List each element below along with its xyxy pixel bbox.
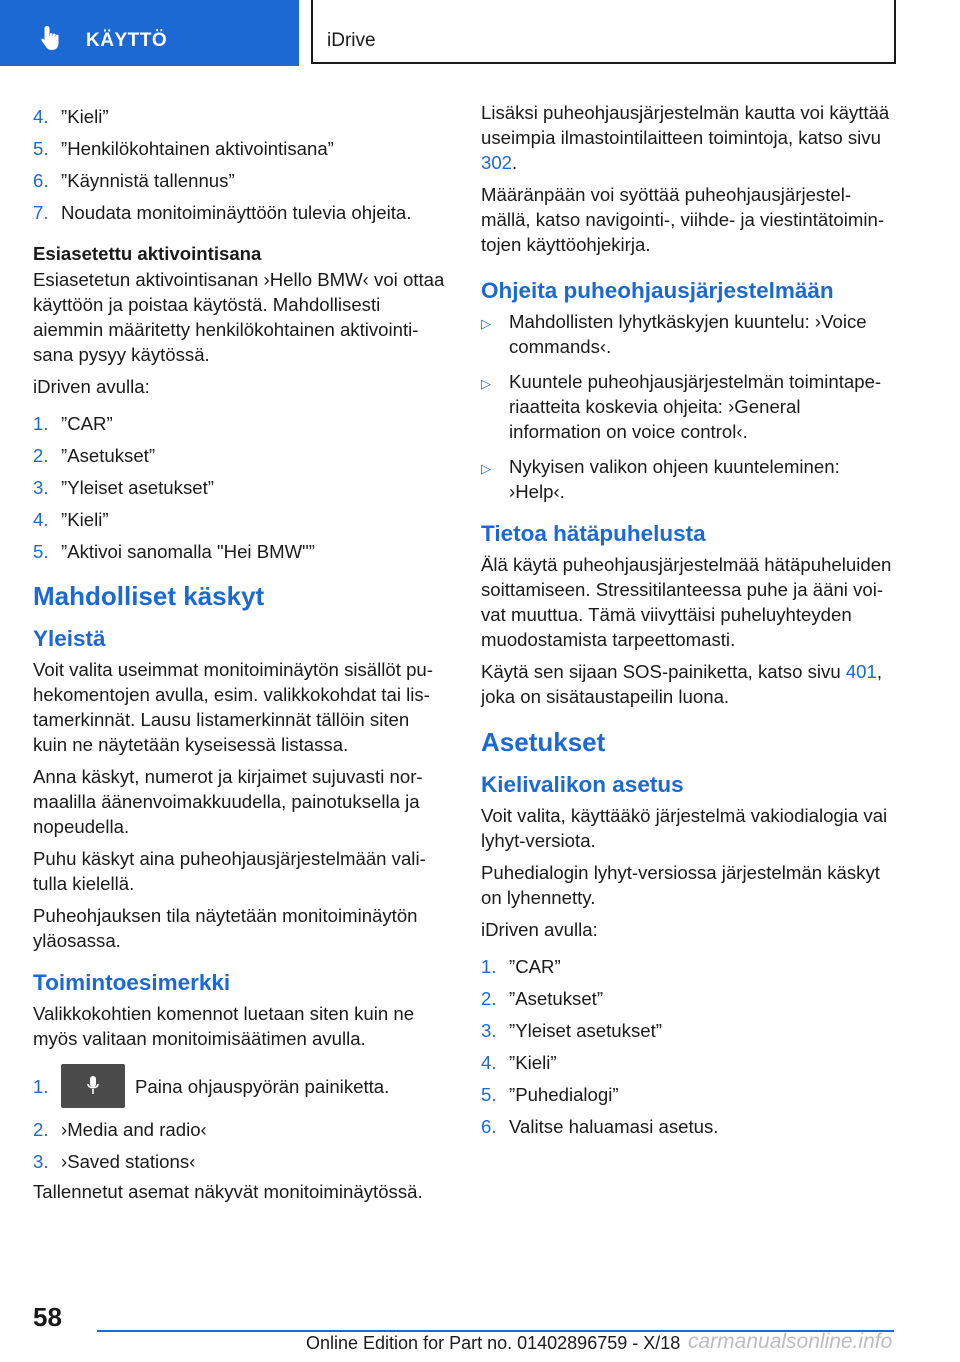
list-item: 6. ”Käynnistä tallennus” [33, 169, 235, 191]
microphone-icon [85, 1074, 101, 1098]
general-paragraph-2: Anna käskyt, numerot ja kirjaimet sujuvasti normaalilla äänenvoimakkuudella, painotuksella ja nopeudella. [33, 766, 423, 837]
heading-help: Ohjeita puheohjausjärjestelmään [481, 278, 834, 303]
triangle-right-icon: ▷ [481, 461, 491, 476]
list-item: 1. ”CAR” [481, 955, 561, 977]
heading-commands: Mahdolliset käskyt [33, 581, 265, 611]
steps-list-preset [33, 407, 445, 567]
emergency-paragraph-1: Älä käytä puheohjausjärjestelmää hätäpuheluiden soittamiseen. Stressitilanteessa puhe ja ääni voivat muuttua. Tämä viivyttäisi puheluyhteyden muodostamista tarpeettomasti. [481, 554, 892, 650]
chapter-title: iDrive [327, 30, 376, 51]
page-link-401[interactable]: 401 [845, 661, 877, 682]
list-item: 3. ”Yleiset asetukset” [33, 476, 214, 498]
list-item: 4. ”Kieli” [33, 105, 109, 127]
preset-heading: Esiasetettu aktivointisana [33, 243, 262, 264]
list-item: 2. ›Media and radio‹ [33, 1118, 207, 1140]
intro-paragraph-1: Lisäksi puheohjausjärjestelmän kautta voi käyttää useimpia ilmastointilaitteen toimintoja, katso sivu 302. [481, 102, 890, 173]
language-paragraph-2: Puhedialogin lyhyt-versiossa järjestelmän käskyt on lyhennetty. [481, 862, 880, 908]
heading-example: Toimintoesimerkki [33, 970, 231, 995]
list-item: 5. ”Aktivoi sanomalla "Hei BMW"” [33, 540, 315, 562]
list-item: 6. Valitse haluamasi asetus. [481, 1115, 719, 1137]
list-item: 4. ”Kieli” [481, 1051, 557, 1073]
right-column [481, 100, 893, 1148]
list-item: 5. ”Puhedialogi” [481, 1083, 619, 1105]
voice-button-image [61, 1064, 125, 1108]
heading-language-menu: Kielivalikon asetus [481, 772, 684, 797]
idrive-label: iDriven avulla: [481, 919, 598, 940]
edition-info: Online Edition for Part no. 01402896759 - X/18 [306, 1333, 681, 1353]
steps-list-dialog [481, 950, 893, 1142]
intro-paragraph-2: Määränpään voi syöttää puheohjausjärjestelmällä, katso navigointi-, viihde- ja viestintätoimintojen käyttöohjekirja. [481, 184, 885, 255]
list-item: ▷ Kuuntele puheohjausjärjestelmän toimintaperiaatteita koskevia ohjeita: ›General information on voice control‹. [481, 371, 882, 442]
watermark: carmanualsonline.info [688, 1330, 893, 1353]
left-column [33, 100, 445, 1211]
emergency-paragraph-2: Käytä sen sijaan SOS-painiketta, katso sivu 401, joka on sisätaustapeilin luona. [481, 661, 883, 707]
list-item: 2. ”Asetukset” [481, 987, 604, 1009]
list-item: 1. Paina ohjauspyörän painiketta. [33, 1059, 445, 1113]
list-item: 7. Noudata monitoiminäyttöön tulevia ohjeita. [33, 201, 412, 223]
hand-pointer-icon [38, 24, 68, 52]
list-item: 1. ”CAR” [33, 412, 113, 434]
general-paragraph-4: Puheohjauksen tila näytetään monitoiminäytön yläosassa. [33, 905, 418, 951]
list-item: 4. ”Kieli” [33, 508, 109, 530]
general-paragraph-3: Puhu käskyt aina puheohjausjärjestelmään valitulla kielellä. [33, 848, 426, 894]
triangle-right-icon: ▷ [481, 376, 491, 391]
triangle-right-icon: ▷ [481, 316, 491, 331]
list-item: ▷ Mahdollisten lyhytkäskyjen kuuntelu: ›Voice commands‹. [481, 311, 867, 357]
idrive-label: iDriven avulla: [33, 376, 150, 397]
preset-paragraph: Esiasetetun aktivointisanan ›Hello BMW‹ voi ottaa käyttöön ja poistaa käytöstä. Mahdollisesti aiemmin määritetty henkilökohtainen aktivointisana pysyy käytössä. [33, 269, 445, 365]
help-bullets [481, 309, 893, 504]
language-paragraph-1: Voit valita, käyttääkö järjestelmä vakiodialogia vai lyhyt-versiota. [481, 805, 888, 851]
list-item: 5. ”Henkilökohtainen aktivointisana” [33, 137, 334, 159]
steps-list-language [33, 100, 445, 228]
list-item: 3. ›Saved stations‹ [33, 1150, 196, 1172]
example-result: Tallennetut asemat näkyvät monitoiminäytössä. [33, 1181, 423, 1202]
page-link-302[interactable]: 302 [481, 152, 513, 173]
example-paragraph: Valikkokohtien komennot luetaan siten kuin ne myös valitaan monitoimisäätimen avulla. [33, 1003, 415, 1049]
list-item: 2. ”Asetukset” [33, 444, 156, 466]
page-number: 58 [33, 1302, 62, 1332]
heading-emergency: Tietoa hätäpuhelusta [481, 521, 706, 546]
list-item: ▷ Nykyisen valikon ohjeen kuunteleminen: ›Help‹. [481, 456, 840, 502]
section-title: KÄYTTÖ [86, 30, 168, 51]
list-item: 3. ”Yleiset asetukset” [481, 1019, 662, 1041]
chapter-box [311, 0, 896, 64]
heading-settings: Asetukset [481, 727, 606, 757]
general-paragraph-1: Voit valita useimmat monitoiminäytön sisällöt puhekomentojen avulla, esim. valikkokohdat tai listamerkinnät. Lausu listamerkinnät tällöin siten kuin ne näytetään kyseisessä listassa. [33, 659, 433, 755]
steps-list-example [33, 1059, 445, 1177]
section-tab [0, 0, 299, 66]
heading-general: Yleistä [33, 626, 106, 651]
